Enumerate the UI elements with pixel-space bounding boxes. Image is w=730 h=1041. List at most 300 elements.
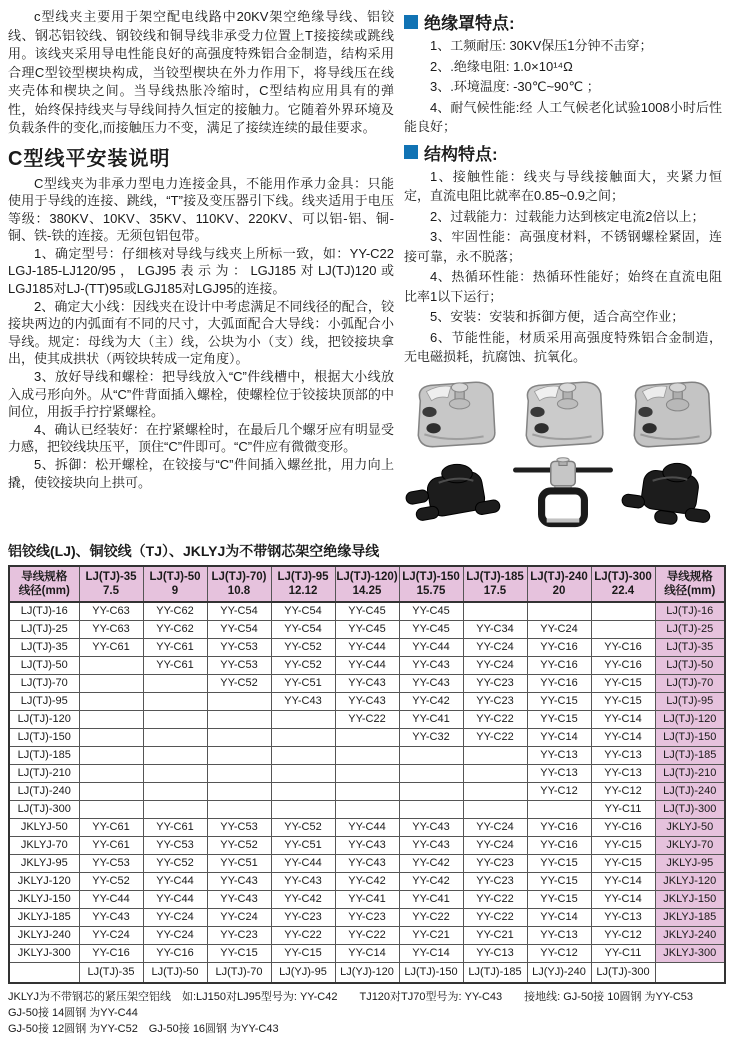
column-model: LJ(TJ)-50 xyxy=(149,570,201,583)
column-model: LJ(TJ)-300 xyxy=(594,570,652,583)
corner-header xyxy=(9,566,79,602)
column-model: LJ(TJ)-150 xyxy=(402,570,460,583)
model-cell: YY-C15 xyxy=(591,836,655,854)
model-cell: YY-C14 xyxy=(591,890,655,908)
table-row xyxy=(9,728,725,746)
model-cell: YY-C12 xyxy=(591,926,655,944)
model-cell: YY-C16 xyxy=(527,638,591,656)
metal-c-clamp-illustration xyxy=(620,377,722,453)
model-cell: YY-C13 xyxy=(527,764,591,782)
table-row xyxy=(9,926,725,944)
model-cell: YY-C21 xyxy=(463,926,527,944)
model-cell: YY-C61 xyxy=(79,836,143,854)
model-cell xyxy=(79,782,143,800)
install-paragraph: C型线夹为非承力型电力连接金具，不能用作承力金具：只能使用于导线的连接、跳线，“T”接及变压器引下线。线夹适用于电压等级：380KV、10KV、35KV、110KV、220KV、可以铝-铝、铜-铜、铁-铁的连接。无须包铝包带。 xyxy=(8,175,394,244)
model-cell: YY-C53 xyxy=(207,656,271,674)
model-cell: YY-C15 xyxy=(591,692,655,710)
metal-c-clamp-photo-3 xyxy=(620,377,722,453)
model-cell: YY-C51 xyxy=(271,674,335,692)
row-label-left: LJ(TJ)-95 xyxy=(9,692,79,710)
model-cell: YY-C15 xyxy=(527,710,591,728)
model-cell xyxy=(143,710,207,728)
model-cell: YY-C41 xyxy=(399,710,463,728)
clamp-with-wire-loop-illustration xyxy=(512,457,614,533)
model-cell: YY-C24 xyxy=(207,908,271,926)
model-cell: YY-C61 xyxy=(79,638,143,656)
model-cell: YY-C14 xyxy=(399,944,463,962)
install-step-5: 5、拆御：松开螺栓，在铰接与“C”件间插入螺丝批，用力向上撬，使铰接块向上拱可。 xyxy=(8,457,394,490)
model-cell xyxy=(463,746,527,764)
header-row xyxy=(9,566,725,602)
row-label-left: LJ(TJ)-240 xyxy=(9,782,79,800)
model-cell: YY-C54 xyxy=(207,620,271,638)
row-label-right: LJ(TJ)-240 xyxy=(655,782,725,800)
footer-label-cell: LJ(TJ)-50 xyxy=(143,962,207,983)
model-cell: YY-C43 xyxy=(399,818,463,836)
model-cell: YY-C43 xyxy=(335,836,399,854)
column-diameter: 22.4 xyxy=(611,584,635,597)
model-cell xyxy=(143,764,207,782)
column-header-8 xyxy=(527,566,591,602)
model-cell xyxy=(335,782,399,800)
structure-features-title: 结构特点: xyxy=(424,144,498,164)
table-row xyxy=(9,620,725,638)
column-diameter: 12.12 xyxy=(288,584,318,597)
model-cell: YY-C16 xyxy=(591,818,655,836)
model-cell: YY-C13 xyxy=(591,746,655,764)
column-model: LJ(TJ)-95 xyxy=(277,570,329,583)
model-cell: YY-C42 xyxy=(399,692,463,710)
row-label-right: LJ(TJ)-210 xyxy=(655,764,725,782)
column-model: LJ(TJ)-240 xyxy=(530,570,588,583)
model-cell: YY-C22 xyxy=(463,908,527,926)
column-header-3 xyxy=(207,566,271,602)
model-cell xyxy=(79,656,143,674)
metal-c-clamp-illustration xyxy=(512,377,614,453)
model-cell xyxy=(143,746,207,764)
model-cell: YY-C24 xyxy=(79,926,143,944)
row-label-right: LJ(TJ)-95 xyxy=(655,692,725,710)
install-step-2: 2、确定大小线：因线夹在设计中考虑满足不同线径的配合，铰接块两边的内弧面有不同的尺寸，大弧面配合大导线：小弧配合小导线。规定：母线为大（主）线，公块为小（支）线，把铰接块拿出，使其成拱状（两铰块转成一定角度）。 xyxy=(8,298,394,367)
model-cell: YY-C45 xyxy=(399,620,463,638)
model-cell: YY-C13 xyxy=(591,908,655,926)
corner-header xyxy=(655,566,725,602)
model-cell xyxy=(399,764,463,782)
model-cell: YY-C23 xyxy=(335,908,399,926)
column-model: LJ(TJ)-35 xyxy=(85,570,137,583)
structure-feature-5: 5、安装：安装和拆御方便，适合高空作业； xyxy=(430,309,685,324)
model-cell: YY-C24 xyxy=(463,836,527,854)
model-cell: YY-C22 xyxy=(335,710,399,728)
model-cell xyxy=(463,602,527,621)
model-cell: YY-C53 xyxy=(79,854,143,872)
row-label-left: JKLYJ-120 xyxy=(9,872,79,890)
model-cell: YY-C61 xyxy=(143,818,207,836)
row-label-left: LJ(TJ)-150 xyxy=(9,728,79,746)
model-cell: YY-C54 xyxy=(271,620,335,638)
blue-square-icon xyxy=(404,15,418,29)
model-cell: YY-C16 xyxy=(527,836,591,854)
row-label-right: JKLYJ-120 xyxy=(655,872,725,890)
row-label-right: JKLYJ-300 xyxy=(655,944,725,962)
column-diameter: 17.5 xyxy=(483,584,507,597)
model-cell xyxy=(207,782,271,800)
row-label-right: JKLYJ-185 xyxy=(655,908,725,926)
table-row xyxy=(9,692,725,710)
model-cell: YY-C53 xyxy=(143,836,207,854)
structure-feature-2: 2、过载能力：过载能力达到核定电流2倍以上； xyxy=(430,208,705,224)
row-label-right: LJ(TJ)-185 xyxy=(655,746,725,764)
model-cell xyxy=(591,620,655,638)
model-cell: YY-C15 xyxy=(527,890,591,908)
model-cell: YY-C41 xyxy=(399,890,463,908)
model-cell: YY-C14 xyxy=(335,944,399,962)
model-cell xyxy=(143,692,207,710)
table-row xyxy=(9,710,725,728)
row-label-right: JKLYJ-95 xyxy=(655,854,725,872)
model-cell: YY-C15 xyxy=(207,944,271,962)
row-label-left: JKLYJ-95 xyxy=(9,854,79,872)
model-cell: YY-C12 xyxy=(527,782,591,800)
blue-square-icon xyxy=(404,145,418,159)
model-cell: YY-C51 xyxy=(271,836,335,854)
footer-label-cell: LJ(YJ)-120 xyxy=(335,962,399,983)
metal-c-clamp-photo-1 xyxy=(404,377,506,453)
model-cell xyxy=(271,728,335,746)
install-section-title: C型线平安装说明 xyxy=(8,147,171,170)
insulated-clamp-illustration xyxy=(404,457,506,533)
model-cell: YY-C61 xyxy=(143,638,207,656)
model-cell xyxy=(79,800,143,818)
model-cell: YY-C53 xyxy=(207,638,271,656)
install-step-3: 3、放好导线和螺栓：把导线放入“C”件线槽中，根据大小线放入成弓形向外。从“C”件背面插入螺栓，使螺栓位于铰接块顶部的中间位，用扳手拧拧紧螺栓。 xyxy=(8,369,394,420)
column-diameter: 7.5 xyxy=(103,584,119,597)
model-cell: YY-C15 xyxy=(527,872,591,890)
model-cell xyxy=(271,800,335,818)
model-cell xyxy=(271,764,335,782)
model-cell: YY-C24 xyxy=(143,926,207,944)
model-cell: YY-C16 xyxy=(527,674,591,692)
model-cell: YY-C11 xyxy=(591,800,655,818)
model-cell: YY-C43 xyxy=(399,656,463,674)
model-cell: YY-C54 xyxy=(207,602,271,621)
model-cell: YY-C15 xyxy=(591,854,655,872)
model-cell: YY-C14 xyxy=(591,872,655,890)
row-label-left: LJ(TJ)-16 xyxy=(9,602,79,621)
model-cell xyxy=(399,782,463,800)
model-cell: YY-C63 xyxy=(79,602,143,621)
model-cell: YY-C23 xyxy=(207,926,271,944)
model-cell xyxy=(207,764,271,782)
insulation-feature-1: 1、工频耐压: 30KV保压1分钟不击穿； xyxy=(430,38,653,53)
model-cell xyxy=(335,746,399,764)
column-header-6 xyxy=(399,566,463,602)
row-label-left: LJ(TJ)-70 xyxy=(9,674,79,692)
row-label-left: LJ(TJ)-185 xyxy=(9,746,79,764)
model-cell: YY-C43 xyxy=(271,872,335,890)
model-cell: YY-C43 xyxy=(399,674,463,692)
footer-empty-cell xyxy=(9,962,79,983)
row-label-left: JKLYJ-185 xyxy=(9,908,79,926)
row-label-right: LJ(TJ)-35 xyxy=(655,638,725,656)
row-label-left: LJ(TJ)-120 xyxy=(9,710,79,728)
model-cell: YY-C32 xyxy=(399,728,463,746)
model-cell: YY-C12 xyxy=(591,782,655,800)
model-cell: YY-C44 xyxy=(335,818,399,836)
model-cell: YY-C21 xyxy=(399,926,463,944)
footer-label-cell: LJ(TJ)-185 xyxy=(463,962,527,983)
table-row xyxy=(9,908,725,926)
model-cell: YY-C14 xyxy=(591,728,655,746)
model-cell: YY-C42 xyxy=(399,854,463,872)
model-cell: YY-C43 xyxy=(335,692,399,710)
table-row xyxy=(9,800,725,818)
model-cell xyxy=(79,728,143,746)
insulated-clamp-illustration xyxy=(620,457,722,533)
metal-c-clamp-illustration xyxy=(404,377,506,453)
model-cell xyxy=(463,764,527,782)
model-cell xyxy=(207,710,271,728)
column-model: LJ(TJ)-185 xyxy=(466,570,524,583)
model-cell xyxy=(207,800,271,818)
insulation-feature-2: 2、.绝缘电阻: 1.0×10¹⁴Ω xyxy=(430,58,573,74)
table-row xyxy=(9,818,725,836)
model-cell xyxy=(143,800,207,818)
model-cell xyxy=(271,710,335,728)
column-header-4 xyxy=(271,566,335,602)
insulated-clamp-photo-1 xyxy=(404,457,506,533)
model-cell xyxy=(79,692,143,710)
model-cell: YY-C52 xyxy=(79,872,143,890)
footnote-line-2: GJ-50接 12圆钢 为YY-C52 GJ-50接 16圆钢 为YY-C43 xyxy=(8,1022,279,1035)
model-cell: YY-C23 xyxy=(463,854,527,872)
column-model: LJ(TJ)-120) xyxy=(336,570,398,583)
column-header-1 xyxy=(79,566,143,602)
model-cell: YY-C45 xyxy=(335,602,399,621)
table-row xyxy=(9,872,725,890)
model-cell: YY-C42 xyxy=(399,872,463,890)
table-row xyxy=(9,782,725,800)
model-cell: YY-C52 xyxy=(271,638,335,656)
model-cell: YY-C14 xyxy=(591,710,655,728)
footer-label-cell: LJ(TJ)-300 xyxy=(591,962,655,983)
insulation-features-heading xyxy=(404,9,722,34)
model-cell: YY-C43 xyxy=(79,908,143,926)
row-label-right: LJ(TJ)-16 xyxy=(655,602,725,621)
footer-label-cell: LJ(YJ)-95 xyxy=(271,962,335,983)
model-cell: YY-C44 xyxy=(335,638,399,656)
footer-label-row xyxy=(9,962,725,983)
model-cell xyxy=(207,692,271,710)
model-cell: YY-C45 xyxy=(335,620,399,638)
insulation-feature-4: 4、耐气候性能:经 人工气候老化试验1008小时后性能良好； xyxy=(404,99,722,134)
model-cell: YY-C23 xyxy=(463,872,527,890)
model-cell xyxy=(79,710,143,728)
product-photos-grid xyxy=(404,377,722,533)
model-cell: YY-C24 xyxy=(463,818,527,836)
model-cell: YY-C44 xyxy=(335,656,399,674)
clamp-with-wire-loop-photo xyxy=(512,457,614,533)
model-cell xyxy=(143,782,207,800)
model-cell: YY-C12 xyxy=(527,944,591,962)
table-row xyxy=(9,602,725,621)
insulation-features-title: 绝缘罩特点: xyxy=(424,14,515,33)
model-cell: YY-C16 xyxy=(527,656,591,674)
install-step-4: 4、确认已经装好：在拧紧螺栓时，在最后几个螺牙应有明显受力感，把铰线块压平，顶住“C”件即可。“C”件应有微微变形。 xyxy=(8,421,394,455)
model-cell xyxy=(527,800,591,818)
model-cell: YY-C23 xyxy=(463,674,527,692)
row-label-right: JKLYJ-70 xyxy=(655,836,725,854)
structure-feature-4: 4、热循环性能：热循环性能好；始终在直流电阻比率1以下运行； xyxy=(404,269,722,304)
model-cell xyxy=(527,602,591,621)
table-row xyxy=(9,656,725,674)
insulated-clamp-photo-2 xyxy=(620,457,722,533)
model-cell: YY-C16 xyxy=(79,944,143,962)
corner-header-line1: 导线规格 xyxy=(21,570,68,583)
model-cell: YY-C43 xyxy=(335,674,399,692)
row-label-left: JKLYJ-300 xyxy=(9,944,79,962)
model-cell xyxy=(335,800,399,818)
model-cell: YY-C22 xyxy=(463,890,527,908)
model-cell xyxy=(79,764,143,782)
model-cell xyxy=(399,746,463,764)
model-cell: YY-C22 xyxy=(271,926,335,944)
model-cell: YY-C24 xyxy=(527,620,591,638)
model-cell xyxy=(463,782,527,800)
row-label-left: LJ(TJ)-35 xyxy=(9,638,79,656)
row-label-right: LJ(TJ)-150 xyxy=(655,728,725,746)
model-cell xyxy=(335,728,399,746)
structure-feature-3: 3、牢固性能：高强度材料，不锈钢螺栓紧固，连接可靠，永不脱落； xyxy=(404,229,722,264)
model-cell xyxy=(463,800,527,818)
intro-paragraph: c型线夹主要用于架空配电线路中20KV架空绝缘导线、铝铰线、钢芯铝铰线、钢铰线和铜导线非承受力位置上T接接续或跳线用。该线夹采用导电性能良好的高强度特殊铝合金制造，结构采用合理C型铰型楔块构成，当铰型楔块在外力作用下，将导线压在线夹壳体和楔块之间。当导线热胀冷缩时，C型结构应用具有的弹性，始终保持线夹与导线间持久恒定的接触力。它随着外界环境及负载条件的变化,而接触压力不变，满足了接续连续的最佳要求。 xyxy=(8,9,394,135)
model-cell: YY-C62 xyxy=(143,602,207,621)
model-cell: YY-C44 xyxy=(271,854,335,872)
insulation-feature-3: 3、.环境温度: -30℃~90℃ ； xyxy=(430,79,600,94)
model-cell: YY-C51 xyxy=(207,854,271,872)
model-cell: YY-C45 xyxy=(399,602,463,621)
row-label-right: LJ(TJ)-70 xyxy=(655,674,725,692)
model-cell: YY-C23 xyxy=(271,908,335,926)
model-cell: YY-C52 xyxy=(271,656,335,674)
corner-header-line1: 导线规格 xyxy=(666,570,713,583)
column-diameter: 9 xyxy=(171,584,179,597)
model-cell xyxy=(271,782,335,800)
metal-c-clamp-photo-2 xyxy=(512,377,614,453)
model-cell: YY-C42 xyxy=(271,890,335,908)
install-step-1: 1、确定型号：仔细核对导线与线夹上所标一致，如：YY-C22 LGJ-185-LJ120/95，LGJ95表示为：LGJ185对LJ(TJ)120或LGJ185对LJ-(TT)95或LGJ185对LGJ95的连接。 xyxy=(8,245,394,297)
model-cell: YY-C15 xyxy=(527,692,591,710)
row-label-left: LJ(TJ)-25 xyxy=(9,620,79,638)
row-label-left: JKLYJ-150 xyxy=(9,890,79,908)
model-cell xyxy=(335,764,399,782)
model-cell: YY-C53 xyxy=(207,818,271,836)
table-note: 铝铰线(LJ)、铜铰线（TJ）、JKLYJ为不带钢芯架空绝缘导线 xyxy=(8,542,380,559)
table-row xyxy=(9,638,725,656)
table-row xyxy=(9,746,725,764)
footer-label-cell: LJ(TJ)-70 xyxy=(207,962,271,983)
column-header-9 xyxy=(591,566,655,602)
model-cell xyxy=(143,674,207,692)
model-cell: YY-C43 xyxy=(207,890,271,908)
model-cell: YY-C24 xyxy=(463,638,527,656)
row-label-left: LJ(TJ)-210 xyxy=(9,764,79,782)
column-diameter: 15.75 xyxy=(416,584,446,597)
model-cell xyxy=(399,800,463,818)
column-diameter: 14.25 xyxy=(352,584,382,597)
model-cell: YY-C13 xyxy=(527,746,591,764)
model-cell xyxy=(591,602,655,621)
row-label-left: LJ(TJ)-50 xyxy=(9,656,79,674)
model-cell: YY-C44 xyxy=(143,890,207,908)
structure-features-heading xyxy=(404,140,722,165)
model-cell: YY-C63 xyxy=(79,620,143,638)
model-cell: YY-C61 xyxy=(79,818,143,836)
row-label-right: JKLYJ-240 xyxy=(655,926,725,944)
table-row xyxy=(9,836,725,854)
footer-label-cell: LJ(TJ)-35 xyxy=(79,962,143,983)
corner-header-line2: 线径(mm) xyxy=(18,584,70,597)
row-label-left: LJ(TJ)-300 xyxy=(9,800,79,818)
model-cell xyxy=(207,728,271,746)
model-cell: YY-C15 xyxy=(271,944,335,962)
row-label-left: JKLYJ-70 xyxy=(9,836,79,854)
model-cell: YY-C41 xyxy=(335,890,399,908)
model-cell: YY-C44 xyxy=(399,638,463,656)
model-cell: YY-C54 xyxy=(271,602,335,621)
model-cell: YY-C13 xyxy=(527,926,591,944)
model-cell: YY-C24 xyxy=(463,656,527,674)
model-cell: YY-C52 xyxy=(207,674,271,692)
column-header-2 xyxy=(143,566,207,602)
row-label-right: LJ(TJ)-50 xyxy=(655,656,725,674)
model-cell: YY-C15 xyxy=(527,854,591,872)
model-cell: YY-C43 xyxy=(399,836,463,854)
model-cell: YY-C16 xyxy=(143,944,207,962)
model-cell: YY-C43 xyxy=(207,872,271,890)
column-model: LJ(TJ)-70) xyxy=(211,570,267,583)
structure-feature-1: 1、接触性能：线夹与导线接触面大，夹紧力恒定，直流电阻比就率在0.85~0.9之间； xyxy=(404,168,722,203)
row-label-right: LJ(TJ)-300 xyxy=(655,800,725,818)
footnote-line-1: JKLYJ为不带钢芯的紧压架空铝线 如:LJ150对LJ95型号为: YY-C42 TJ120对TJ70型号为: YY-C43 接地线: GJ-50接 10圆钢 为YY-C53 GJ-50接 14圆钢 为YY-C44 xyxy=(8,990,716,1019)
model-cell: YY-C16 xyxy=(527,818,591,836)
model-cell: YY-C22 xyxy=(399,908,463,926)
model-cell: YY-C52 xyxy=(143,854,207,872)
model-cell: YY-C13 xyxy=(591,764,655,782)
table-row xyxy=(9,854,725,872)
column-diameter: 10.8 xyxy=(227,584,251,597)
row-label-left: JKLYJ-240 xyxy=(9,926,79,944)
row-label-right: LJ(TJ)-25 xyxy=(655,620,725,638)
structure-feature-6: 6、节能性能，材质采用高强度特殊铝合金制造，无电磁损耗，抗腐蚀、抗氧化。 xyxy=(404,329,722,364)
row-label-right: JKLYJ-150 xyxy=(655,890,725,908)
model-cell: YY-C22 xyxy=(463,710,527,728)
footer-empty-cell xyxy=(655,962,725,983)
model-cell: YY-C34 xyxy=(463,620,527,638)
top-section xyxy=(8,6,722,533)
model-cell: YY-C43 xyxy=(335,854,399,872)
table-row xyxy=(9,944,725,962)
model-cell: YY-C16 xyxy=(591,638,655,656)
table-row xyxy=(9,674,725,692)
footer-label-cell: LJ(TJ)-150 xyxy=(399,962,463,983)
model-cell: YY-C14 xyxy=(527,728,591,746)
model-cell xyxy=(143,728,207,746)
row-label-right: JKLYJ-50 xyxy=(655,818,725,836)
model-cell: YY-C52 xyxy=(207,836,271,854)
model-cell xyxy=(207,746,271,764)
model-cell: YY-C23 xyxy=(463,692,527,710)
